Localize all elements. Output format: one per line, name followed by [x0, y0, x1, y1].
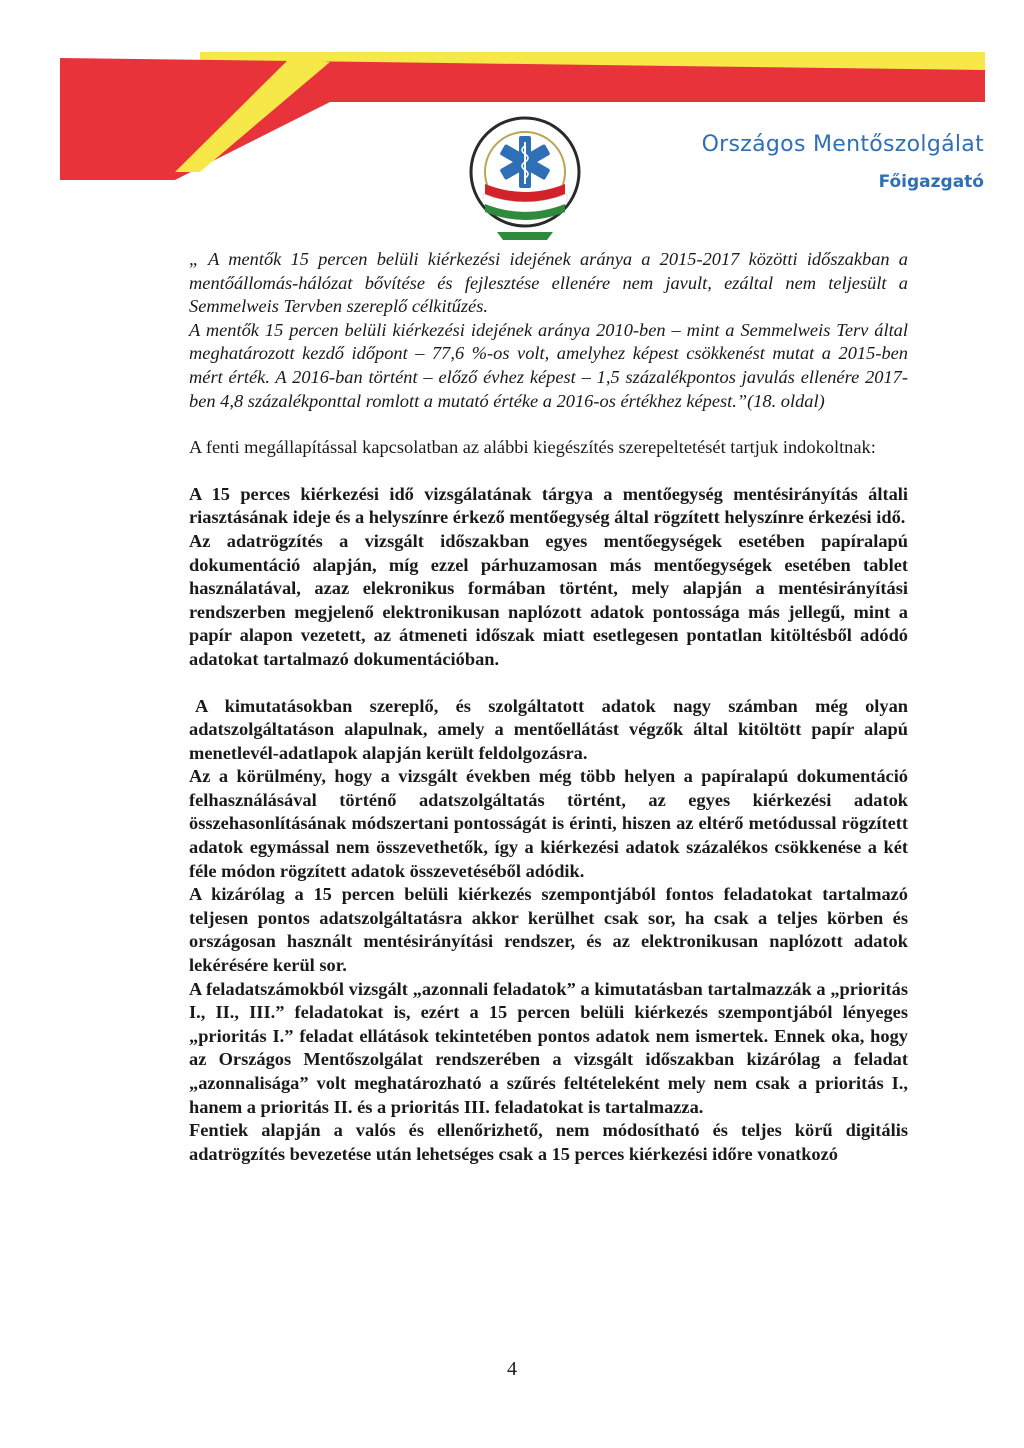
intro-paragraph: A fenti megállapítással kapcsolatban az alábbi kiegészítés szerepeltetését tartjuk indokoltnak: — [189, 437, 876, 458]
organization-name: Országos Mentőszolgálat — [701, 132, 984, 157]
ambulance-service-logo — [467, 114, 583, 242]
section1-paragraph-1: A 15 perces kiérkezési idő vizsgálatának tárgya a mentőegység mentésirányítás általi riasztásának ideje és a helyszínre érkező mentőegység által rögzített helyszínre érkezési idő. — [189, 483, 908, 528]
section2-paragraph-3: A kizárólag a 15 percen belüli kiérkezés szempontjából fontos feladatokat tartalmazó teljesen pontos adatszolgáltatásra akkor kerülhet csak sor, ha csak a teljes körben és országosan használt mentésirányítási rendszer, és az elektronikusan naplózott adatok lekérésére kerül sor. — [189, 884, 908, 976]
section1-paragraph-2: Az adatrögzítés a vizsgált időszakban egyes mentőegységek esetében papíralapú dokumentáció alapján, míg ezzel párhuzamosan más mentőegységek esetében tablet használatával, azaz elekronikus formában történt, mely alapján a mentésirányítási rendszerben megjelenő elektronikusan naplózott adatok pontossága más jellegű, mint a papír alapon vezetett, az átmeneti időszak miatt esetlegesen pontatlan kitöltésből adódó adatokat tartalmazó dokumentációban. — [189, 530, 908, 669]
section2-paragraph-2: Az a körülmény, hogy a vizsgált években még több helyen a papíralapú dokumentáció felhasználásával történő adatszolgáltatás történt, az egyes kiérkezési adatok összehasonlításának módszertani pontosságát is érinti, hiszen az eltérő metódussal rögzített adatok egymással nem összevethetők, így a kiérkezési adatok százalékos csökkenése a két féle módon rögzített adatok összevetéséből adódik. — [189, 766, 908, 881]
quoted-finding — [189, 248, 908, 413]
supplement-section-1 — [189, 483, 908, 672]
supplement-section-2 — [189, 695, 908, 1167]
section2-paragraph-5: Fentiek alapján a valós és ellenőrizhető, nem módosítható és teljes körű digitális adatrögzítés bevezetése után lehetséges csak a 15 perces kiérkezési időre vonatkozó — [189, 1120, 908, 1164]
quote-paragraph-2: A mentők 15 percen belüli kiérkezési idejének aránya 2010-ben – mint a Semmelweis Terv által meghatározott kezdő időpont – 77,6 %-os volt, amelyhez képest csökkenést mutat a 2015-ben mért érték. A 2016-ban történt – előző évhez képest – 1,5 százalékpontos javulás ellenére 2017-ben 4,8 százalékponttal romlott a mutató értéke a 2016-os értékhez képest.”(18. oldal) — [189, 319, 908, 411]
section2-paragraph-1: A kimutatásokban szereplő, és szolgáltatott adatok nagy számban még olyan adatszolgáltatáson alapulnak, amely a mentőellátást végzők által kitöltött papír alapú menetlevél-adatlapok alapján került feldolgozásra. — [189, 695, 908, 763]
letter-body — [189, 248, 908, 1166]
section2-paragraph-4: A feladatszámokból vizsgált „azonnali feladatok” a kimutatásban tartalmazzák a „prioritás I., II., III.” feladatokat is, ezért a 15 percen belüli kiérkezés szempontjából lényeges „prioritás I.” feladat ellátások tekintetében pontos adatok nem ismertek. Ennek oka, hogy az Országos Mentőszolgálat rendszerében a vizsgált időszakban kizárólag a feladat „azonnalisága” volt meghatározható a szűrés feltételeként mely nem csak a prioritás I., hanem a prioritás II. és a prioritás III. feladatokat is tartalmazza. — [189, 978, 908, 1117]
organization-title: Főigazgató — [878, 172, 984, 192]
page-number: 4 — [507, 1358, 517, 1380]
quote-paragraph-1: „ A mentők 15 percen belüli kiérkezési idejének aránya a 2015-2017 közötti időszakban a mentőállomás-hálózat bővítése és fejlesztése ellenére nem javult, ezáltal nem teljesült a Semmelweis Tervben szereplő célkitűzés. — [189, 249, 908, 317]
